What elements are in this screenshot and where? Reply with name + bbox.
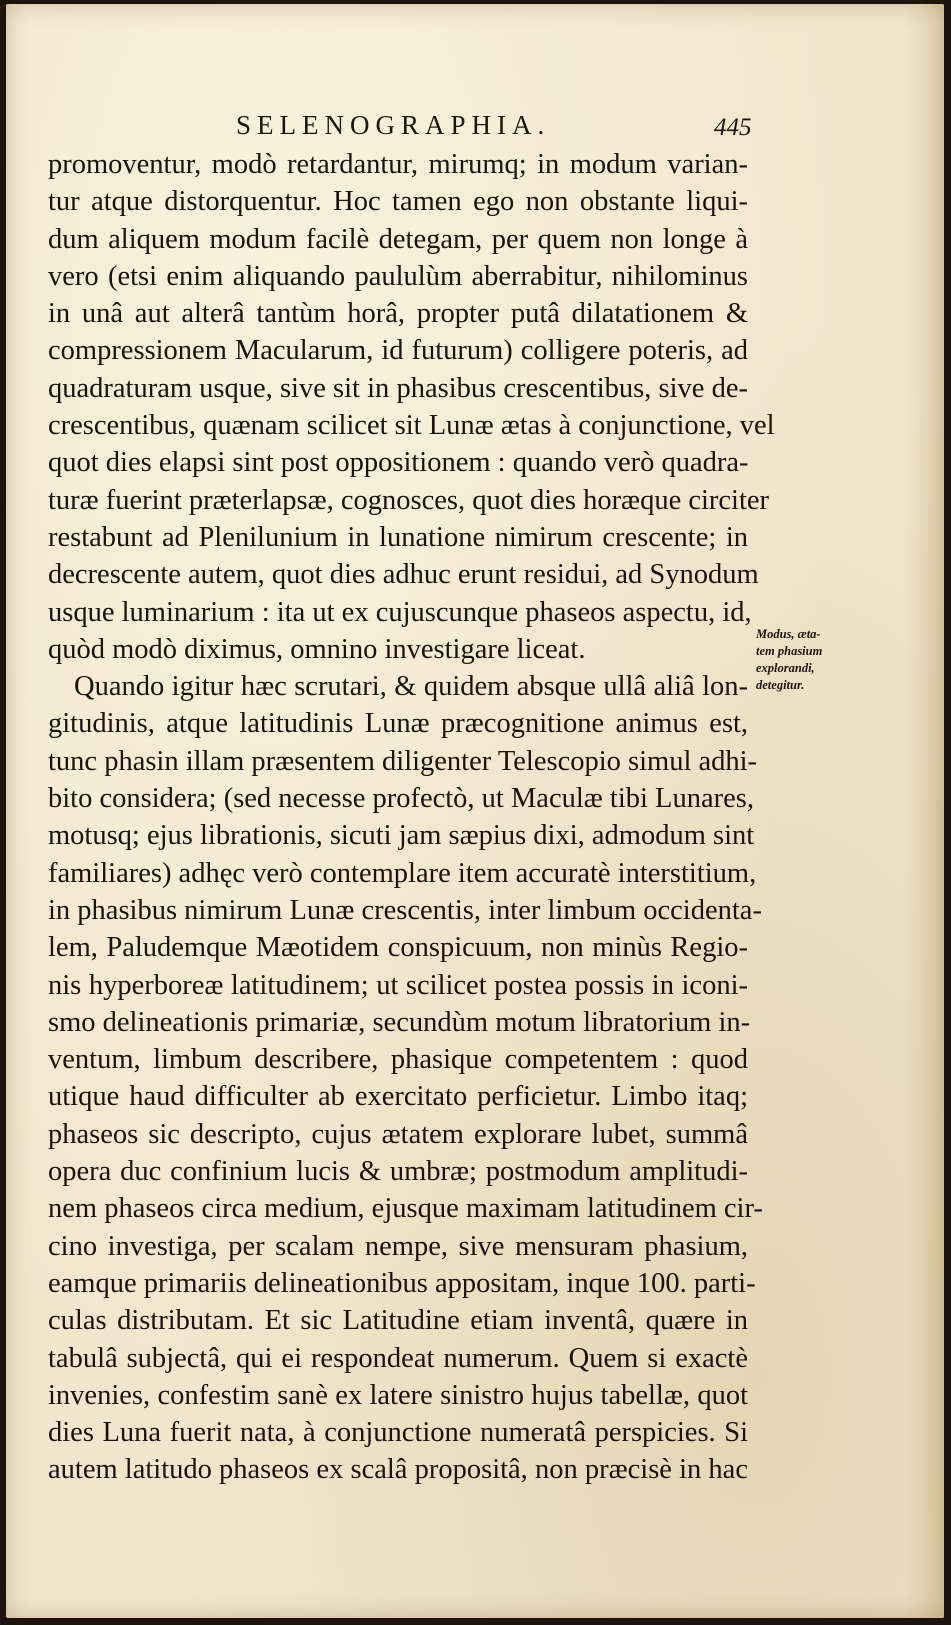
- text-line: familiares) adhęc verò contemplare item accuratè interstitium,: [48, 857, 757, 889]
- text-line: ventum, limbum describere, phasique competentem : quod: [48, 1044, 748, 1076]
- text-line: opera duc confinium lucis & umbræ; postmodum amplitudi-: [48, 1156, 748, 1188]
- text-line: restabunt ad Plenilunium in lunatione nimirum crescente; in: [48, 521, 748, 553]
- paragraph-start-line: Quando igitur hæc scrutari, & quidem absque ullâ aliâ lon-: [74, 671, 748, 703]
- marginal-note-line: explorandi,: [756, 661, 815, 675]
- text-line: turæ fuerint præterlapsæ, cognosces, quot dies horæque circiter: [48, 484, 770, 516]
- text-line: tunc phasin illam præsentem diligenter Telescopio simul adhi-: [48, 745, 758, 777]
- text-line: quot dies elapsi sint post oppositionem : quando verò quadra-: [48, 447, 749, 479]
- text-line: decrescente autem, quot dies adhuc erunt residui, ad Synodum: [48, 559, 759, 591]
- text-line: autem latitudo phaseos ex scalâ propositâ, non præcisè in hac: [48, 1454, 748, 1486]
- marginal-note: [756, 626, 846, 694]
- text-line: cino investiga, per scalam nempe, sive mensuram phasium,: [48, 1230, 748, 1262]
- marginal-note-line: tem phasium: [756, 644, 823, 658]
- text-line: nis hyperboreæ latitudinem; ut scilicet postea possis in iconi-: [48, 969, 748, 1001]
- text-line: promoventur, modò retardantur, mirumq; in modum varian-: [48, 149, 748, 180]
- running-title: SELENOGRAPHIA.: [236, 110, 551, 140]
- page-edge-stain: [904, 4, 944, 1618]
- text-line: invenies, confestim sanè ex latere sinistro hujus tabellæ, quot: [48, 1379, 748, 1411]
- text-line: dies Luna fuerit nata, à conjunctione numeratâ perspicies. Si: [48, 1417, 748, 1449]
- text-line: tur atque distorquentur. Hoc tamen ego non obstante liqui-: [48, 186, 748, 218]
- page-header: [6, 104, 944, 144]
- body-text: [48, 146, 775, 1489]
- text-line: lem, Paludemque Mæotidem conspicuum, non minùs Regio-: [48, 932, 748, 964]
- text-line: eamque primariis delineationibus appositam, inque 100. parti-: [48, 1267, 756, 1299]
- marginal-note-line: detegitur.: [756, 678, 805, 692]
- text-line: quadraturam usque, sive sit in phasibus crescentibus, sive de-: [48, 372, 748, 404]
- text-line: bito considera; (sed necesse profectò, ut Maculæ tibi Lunares,: [48, 783, 754, 815]
- book-page: [6, 4, 944, 1618]
- text-line: dum aliquem modum facilè detegam, per quem non longe à: [48, 223, 748, 255]
- page-number: 445: [714, 114, 752, 141]
- text-line: usque luminarium : ita ut ex cujuscunque phaseos aspectu, id,: [48, 596, 752, 628]
- text-line: utique haud difficulter ab exercitato perficietur. Limbo itaq;: [48, 1081, 748, 1113]
- text-line: nem phaseos circa medium, ejusque maximam latitudinem cir-: [48, 1193, 763, 1225]
- text-line: motusq; ejus librationis, sicuti jam sæpius dixi, admodum sint: [48, 820, 755, 852]
- marginal-note-line: Modus, æta-: [756, 627, 821, 641]
- text-line: in phasibus nimirum Lunæ crescentis, inter limbum occidenta-: [48, 894, 762, 926]
- text-line: culas distributam. Et sic Latitudine etiam inventâ, quære in: [48, 1305, 748, 1337]
- text-line: vero (etsi enim aliquando paululùm aberrabitur, nihilominus: [48, 260, 748, 292]
- text-line: phaseos sic descripto, cujus ætatem explorare lubet, summâ: [48, 1118, 748, 1150]
- text-line: crescentibus, quænam scilicet sit Lunæ ætas à conjunctione, vel: [48, 410, 775, 442]
- text-line: compressionem Macularum, id futurum) colligere poteris, ad: [48, 335, 748, 367]
- text-line: in unâ aut alterâ tantùm horâ, propter putâ dilatationem &: [48, 298, 748, 330]
- paragraph-end-line: quòd modò diximus, omnino investigare liceat.: [48, 633, 586, 665]
- text-line: smo delineationis primariæ, secundùm motum libratorium in-: [48, 1006, 751, 1038]
- text-line: gitudinis, atque latitudinis Lunæ præcognitione animus est,: [48, 708, 748, 740]
- text-line: tabulâ subjectâ, qui ei respondeat numerum. Quem si exactè: [48, 1342, 748, 1374]
